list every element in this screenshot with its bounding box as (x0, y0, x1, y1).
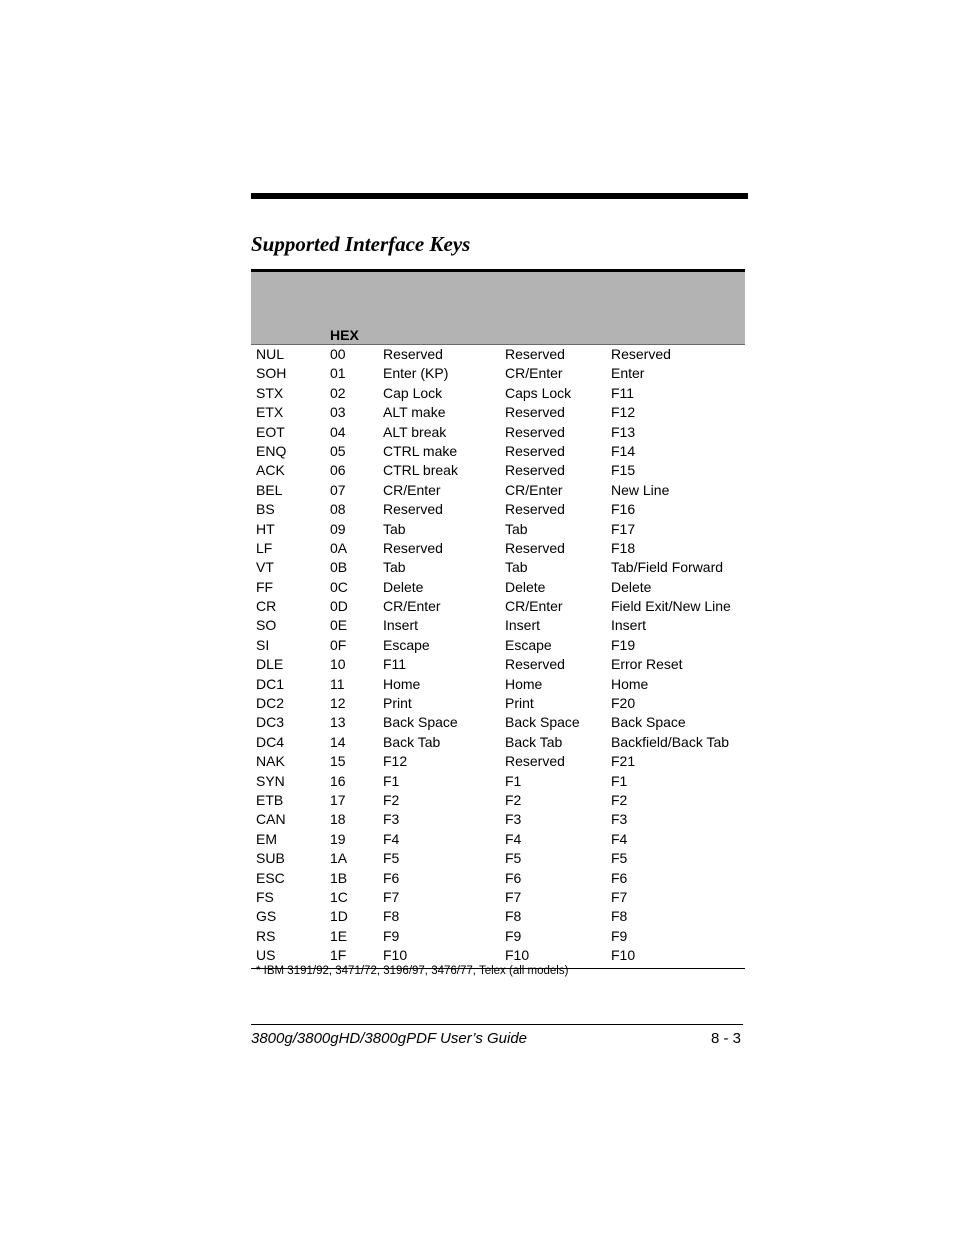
terminal-cell: F17 (611, 520, 636, 537)
ascii-cell: US (256, 947, 276, 964)
hex-cell: 02 (330, 384, 346, 401)
ascii-cell: STX (256, 384, 284, 401)
ascii-cell: GS (256, 908, 277, 925)
hex-cell: 15 (330, 753, 346, 770)
hex-cell: 05 (330, 442, 346, 459)
table-row (251, 520, 745, 539)
ascii-cell: ETB (256, 791, 284, 808)
alt-keyboard-cell: Reserved (505, 423, 565, 440)
terminal-cell: F12 (611, 404, 636, 421)
ascii-cell: SI (256, 636, 270, 653)
keyboard-cell: Tab (383, 520, 406, 537)
keyboard-cell: F1 (383, 772, 400, 789)
ascii-cell: EOT (256, 423, 285, 440)
terminal-cell: F3 (611, 811, 628, 828)
table-row (251, 500, 745, 519)
terminal-cell: F13 (611, 423, 636, 440)
ascii-cell: NUL (256, 346, 285, 362)
ascii-cell: EM (256, 830, 277, 847)
terminal-cell: F19 (611, 636, 636, 653)
ascii-cell: SYN (256, 772, 285, 789)
alt-keyboard-cell: Reserved (505, 501, 565, 518)
ascii-cell: DC1 (256, 675, 285, 692)
hex-cell: 00 (330, 346, 346, 362)
table-row (251, 403, 745, 422)
keyboard-cell: ALT make (383, 404, 446, 421)
ascii-cell: ESC (256, 869, 285, 886)
table-row (251, 539, 745, 558)
terminal-cell: Home (611, 675, 649, 692)
ascii-cell: DLE (256, 656, 284, 673)
terminal-cell: F18 (611, 539, 636, 556)
hex-cell: 04 (330, 423, 346, 440)
keyboard-cell: Back Space (383, 714, 458, 731)
keyboard-cell: Print (383, 695, 412, 712)
table-row (251, 869, 745, 888)
alt-keyboard-cell: F5 (505, 850, 522, 867)
hex-cell: 1F (330, 947, 347, 964)
ascii-cell: SOH (256, 365, 287, 382)
hex-cell: 1D (330, 908, 348, 925)
table-row (251, 810, 745, 829)
ascii-cell: SUB (256, 850, 285, 867)
hex-cell: 14 (330, 733, 346, 750)
alt-keyboard-cell: Back Space (505, 714, 580, 731)
table-row (251, 888, 745, 907)
table-row (251, 481, 745, 500)
hex-cell: 08 (330, 501, 346, 518)
alt-keyboard-cell: F7 (505, 888, 522, 905)
top-rule (251, 193, 748, 199)
hex-cell: 1A (330, 850, 348, 867)
alt-keyboard-cell: Caps Lock (505, 384, 572, 401)
alt-keyboard-cell: F9 (505, 927, 522, 944)
table-row (251, 675, 745, 694)
keyboard-cell: F6 (383, 869, 400, 886)
hex-cell: 10 (330, 656, 346, 673)
terminal-cell: F9 (611, 927, 628, 944)
ascii-cell: ENQ (256, 442, 287, 459)
hex-cell: 03 (330, 404, 346, 421)
ascii-cell: CR (256, 598, 277, 615)
terminal-cell: Enter (611, 365, 645, 382)
table-row (251, 713, 745, 732)
table-row (251, 849, 745, 868)
table-row (251, 345, 745, 364)
terminal-cell: Delete (611, 578, 652, 595)
alt-keyboard-cell: Delete (505, 578, 546, 595)
keyboard-cell: Reserved (383, 501, 443, 518)
hex-cell: 12 (330, 695, 346, 712)
terminal-cell: Error Reset (611, 656, 683, 673)
keyboard-cell: F10 (383, 947, 408, 964)
terminal-cell: F11 (611, 384, 635, 401)
keyboard-cell: Delete (383, 578, 424, 595)
keyboard-cell: CTRL break (383, 462, 458, 479)
keyboard-cell: Back Tab (383, 733, 441, 750)
hex-cell: 0F (330, 636, 347, 653)
terminal-cell: F10 (611, 947, 636, 964)
hex-cell: 07 (330, 481, 346, 498)
section-title: Supported Interface Keys (251, 232, 471, 256)
terminal-cell: F16 (611, 501, 636, 518)
table-row (251, 442, 745, 461)
hex-cell: 16 (330, 772, 346, 789)
hex-cell: 06 (330, 462, 346, 479)
keyboard-cell: Escape (383, 636, 430, 653)
terminal-cell: F5 (611, 850, 628, 867)
keyboard-cell: F8 (383, 908, 400, 925)
terminal-cell: F4 (611, 830, 628, 847)
alt-keyboard-cell: F4 (505, 830, 522, 847)
ascii-cell: RS (256, 927, 276, 944)
alt-keyboard-cell: Home (505, 675, 543, 692)
terminal-cell: F1 (611, 772, 628, 789)
footer-rule (251, 1024, 743, 1025)
table-row (251, 733, 745, 752)
ascii-cell: FF (256, 578, 274, 595)
keyboard-cell: Enter (KP) (383, 365, 449, 382)
hex-cell: 01 (330, 365, 346, 382)
ascii-cell: NAK (256, 753, 285, 770)
terminal-cell: Back Space (611, 714, 686, 731)
terminal-cell: Insert (611, 617, 647, 634)
ascii-cell: HT (256, 520, 275, 537)
alt-keyboard-cell: Reserved (505, 346, 565, 362)
alt-keyboard-cell: Back Tab (505, 733, 563, 750)
keyboard-cell: Reserved (383, 539, 443, 556)
keyboard-cell: F12 (383, 753, 408, 770)
ascii-cell: BS (256, 501, 275, 518)
hex-cell: 0D (330, 598, 348, 615)
alt-keyboard-cell: Tab (505, 520, 528, 537)
alt-keyboard-cell: F10 (505, 947, 530, 964)
alt-keyboard-cell: CR/Enter (505, 481, 563, 498)
keyboard-cell: F4 (383, 830, 400, 847)
hex-cell: 0E (330, 617, 348, 634)
table-row (251, 423, 745, 442)
keyboard-cell: Home (383, 675, 421, 692)
alt-keyboard-cell: F8 (505, 908, 522, 925)
alt-keyboard-cell: CR/Enter (505, 598, 563, 615)
keyboard-cell: F2 (383, 791, 400, 808)
ascii-cell: BEL (256, 481, 283, 498)
hex-cell: 0C (330, 578, 348, 595)
alt-keyboard-cell: Reserved (505, 462, 565, 479)
ascii-cell: SO (256, 617, 277, 634)
alt-keyboard-cell: Reserved (505, 404, 565, 421)
interface-keys-table (251, 269, 745, 969)
hex-cell: 19 (330, 830, 346, 847)
keyboard-cell: CR/Enter (383, 481, 441, 498)
terminal-cell: Backfield/Back Tab (611, 733, 730, 750)
terminal-cell: F20 (611, 695, 636, 712)
hex-cell: 18 (330, 811, 346, 828)
ascii-cell: VT (256, 559, 274, 576)
terminal-cell: F7 (611, 888, 628, 905)
keyboard-cell: Reserved (383, 346, 443, 362)
table-footnote: * IBM 3191/92, 3471/72, 3196/97, 3476/77, Telex (all models) (256, 965, 569, 977)
keyboard-cell: CTRL make (383, 442, 458, 459)
keyboard-cell: ALT break (383, 423, 447, 440)
keyboard-cell: F11 (383, 656, 407, 673)
table-row (251, 791, 745, 810)
footer-page-number: 8 - 3 (710, 1030, 741, 1047)
alt-keyboard-cell: Reserved (505, 442, 565, 459)
alt-keyboard-cell: Reserved (505, 539, 565, 556)
alt-keyboard-cell: F2 (505, 791, 522, 808)
ascii-cell: FS (256, 888, 274, 905)
keyboard-cell: CR/Enter (383, 598, 441, 615)
table-row (251, 461, 745, 480)
table-header (251, 272, 745, 345)
keyboard-cell: F3 (383, 811, 400, 828)
keyboard-cell: Cap Lock (383, 384, 443, 401)
keyboard-cell: F9 (383, 927, 400, 944)
ascii-cell: LF (256, 539, 273, 556)
hex-cell: 09 (330, 520, 346, 537)
hex-cell: 0B (330, 559, 348, 576)
table-row (251, 364, 745, 383)
table-row (251, 907, 745, 926)
alt-keyboard-cell: CR/Enter (505, 365, 563, 382)
terminal-cell: F8 (611, 908, 628, 925)
table-row (251, 597, 745, 616)
terminal-cell: New Line (611, 481, 670, 498)
ascii-cell: DC2 (256, 695, 285, 712)
keyboard-cell: Tab (383, 559, 406, 576)
table-row (251, 927, 745, 946)
terminal-cell: F21 (611, 753, 636, 770)
hex-cell: 1E (330, 927, 348, 944)
alt-keyboard-cell: F6 (505, 869, 522, 886)
table-body (251, 345, 745, 966)
terminal-cell: F2 (611, 791, 628, 808)
ascii-cell: DC3 (256, 714, 285, 731)
footer-guide-title: 3800g/3800gHD/3800gPDF User’s Guide (251, 1030, 528, 1047)
ascii-cell: CAN (256, 811, 286, 828)
table-row (251, 636, 745, 655)
table-row (251, 384, 745, 403)
terminal-cell: Reserved (611, 346, 671, 362)
table-row (251, 694, 745, 713)
table-row (251, 830, 745, 849)
ascii-cell: ETX (256, 404, 284, 421)
hex-cell: 0A (330, 539, 348, 556)
hex-column-header: HEX (330, 327, 359, 343)
keyboard-cell: F5 (383, 850, 400, 867)
hex-cell: 11 (330, 675, 345, 692)
table-row (251, 616, 745, 635)
hex-cell: 1B (330, 869, 348, 886)
alt-keyboard-cell: Reserved (505, 753, 565, 770)
alt-keyboard-cell: Print (505, 695, 534, 712)
terminal-cell: F15 (611, 462, 636, 479)
keyboard-cell: Insert (383, 617, 419, 634)
terminal-cell: F6 (611, 869, 628, 886)
table-row (251, 578, 745, 597)
hex-cell: 17 (330, 791, 346, 808)
alt-keyboard-cell: Tab (505, 559, 528, 576)
table-row (251, 752, 745, 771)
terminal-cell: Tab/Field Forward (611, 559, 724, 576)
alt-keyboard-cell: Reserved (505, 656, 565, 673)
keyboard-cell: F7 (383, 888, 400, 905)
table-row (251, 772, 745, 791)
alt-keyboard-cell: F1 (505, 772, 522, 789)
alt-keyboard-cell: F3 (505, 811, 522, 828)
terminal-cell: Field Exit/New Line (611, 598, 731, 615)
hex-cell: 13 (330, 714, 346, 731)
alt-keyboard-cell: Escape (505, 636, 552, 653)
hex-cell: 1C (330, 888, 348, 905)
table-row (251, 655, 745, 674)
ascii-cell: DC4 (256, 733, 285, 750)
table-row (251, 558, 745, 577)
alt-keyboard-cell: Insert (505, 617, 541, 634)
ascii-cell: ACK (256, 462, 285, 479)
terminal-cell: F14 (611, 442, 636, 459)
